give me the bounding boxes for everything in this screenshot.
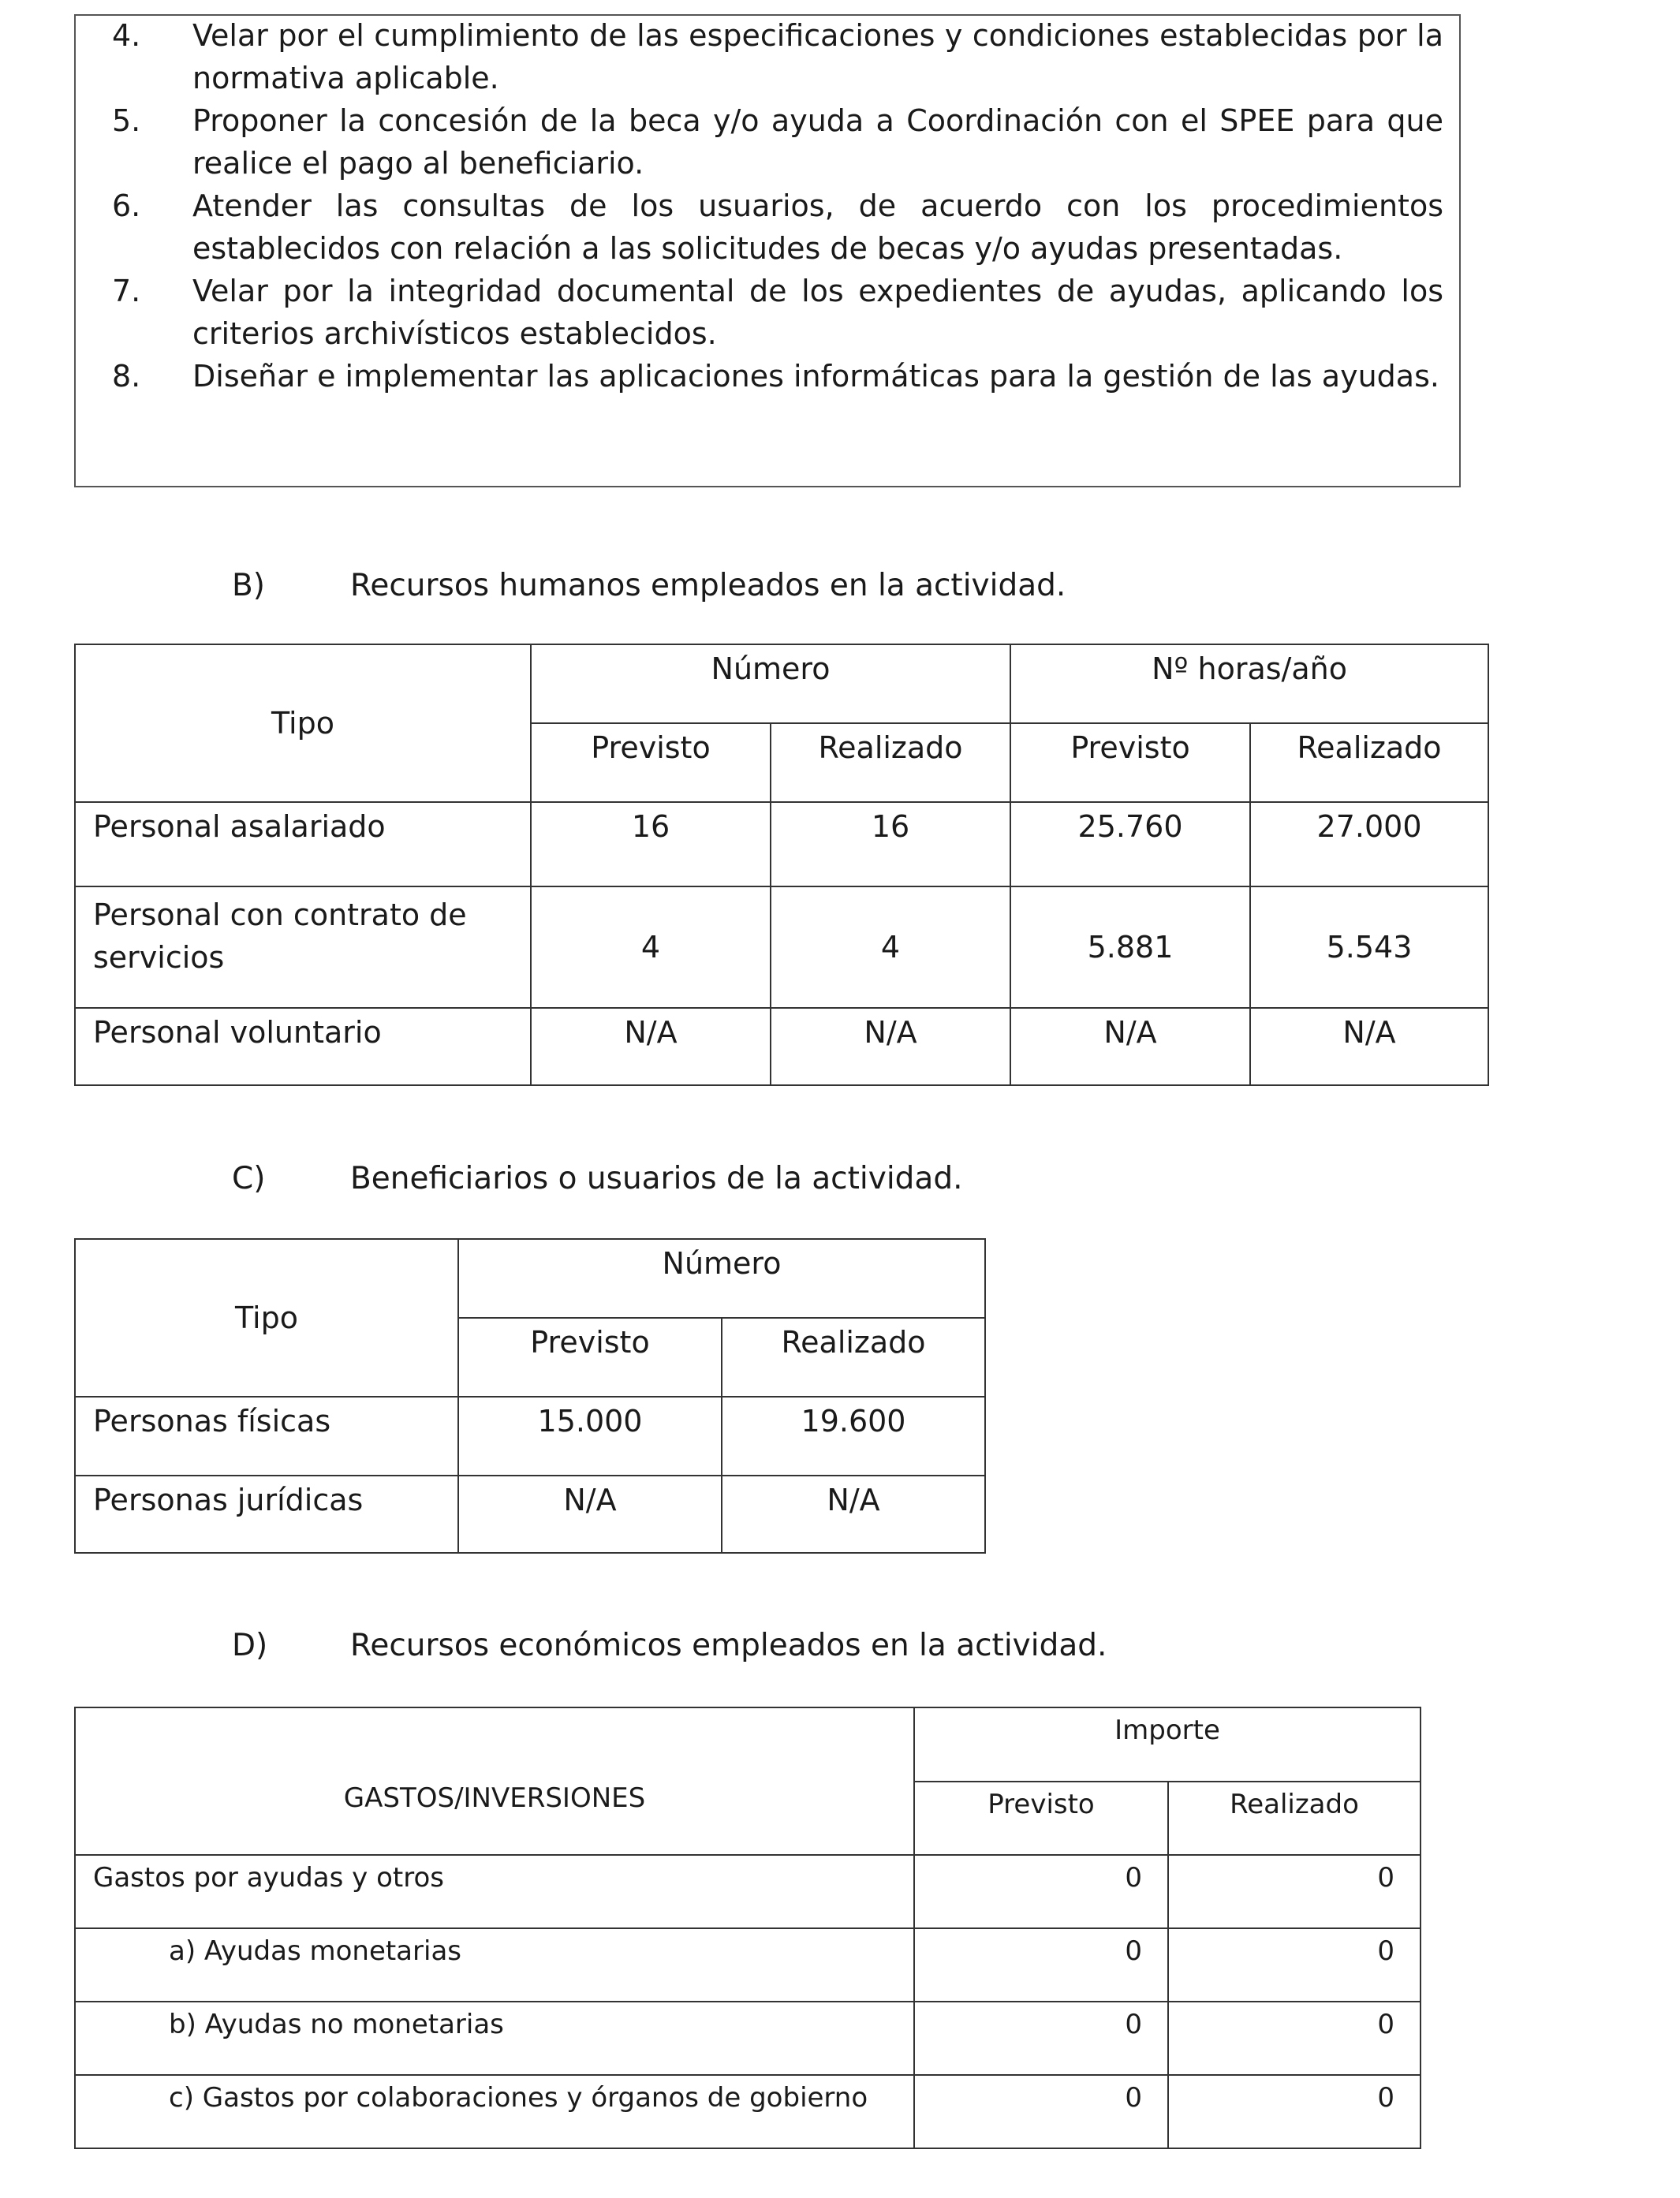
cell-value: 0 — [914, 1855, 1168, 1928]
economic-resources-table — [74, 1707, 1421, 2149]
header-numero: Número — [458, 1239, 985, 1318]
row-label: Personal voluntario — [75, 1008, 531, 1085]
table-row — [75, 1397, 985, 1476]
section-d-heading — [0, 1626, 1680, 1666]
row-label: Personal con contrato de servicios — [75, 886, 531, 1008]
header-realizado: Realizado — [1168, 1782, 1421, 1855]
list-item-number: 7. — [112, 274, 141, 308]
header-previsto: Previsto — [458, 1318, 722, 1397]
header-realizado: Realizado — [1250, 723, 1488, 802]
cell-value: N/A — [722, 1476, 985, 1553]
cell-value: 27.000 — [1250, 802, 1488, 886]
section-letter: D) — [232, 1628, 268, 1663]
cell-value: N/A — [531, 1008, 771, 1085]
header-previsto: Previsto — [531, 723, 771, 802]
table-row — [75, 886, 1488, 1008]
row-label: c) Gastos por colaboraciones y órganos de gobierno — [75, 2075, 914, 2148]
header-tipo: Tipo — [75, 1239, 458, 1397]
cell-value: 16 — [531, 802, 771, 886]
section-title: Beneficiarios o usuarios de la actividad. — [350, 1161, 963, 1196]
row-label: Personas físicas — [75, 1397, 458, 1476]
list-item-text: Atender las consultas de los usuarios, de acuerdo con los procedimientos establecidos con relación a las solicitudes de becas y/o ayudas presentadas. — [192, 188, 1443, 266]
list-item-text: Diseñar e implementar las aplicaciones informáticas para la gestión de las ayudas. — [192, 359, 1439, 394]
table-row — [75, 1928, 1421, 2002]
row-label: Personas jurídicas — [75, 1476, 458, 1553]
header-realizado: Realizado — [771, 723, 1010, 802]
cell-value: 0 — [1168, 1928, 1421, 2002]
cell-value: 0 — [1168, 2075, 1421, 2148]
section-letter: B) — [232, 568, 265, 603]
cell-value: 4 — [771, 886, 1010, 1008]
cell-value: 16 — [771, 802, 1010, 886]
beneficiaries-table — [74, 1238, 986, 1554]
cell-value: 4 — [531, 886, 771, 1008]
row-label: a) Ayudas monetarias — [75, 1928, 914, 2002]
table-row — [75, 1855, 1421, 1928]
header-tipo: Tipo — [75, 644, 531, 802]
list-item-text: Proponer la concesión de la beca y/o ayuda a Coordinación con el SPEE para que realice el pago al beneficiario. — [192, 103, 1443, 181]
section-letter: C) — [232, 1161, 266, 1196]
human-resources-table — [74, 644, 1489, 1086]
cell-value: 5.543 — [1250, 886, 1488, 1008]
header-previsto: Previsto — [1010, 723, 1250, 802]
table-row — [75, 1476, 985, 1553]
table-row — [75, 802, 1488, 886]
cell-value: 15.000 — [458, 1397, 722, 1476]
section-c-heading — [0, 1159, 1680, 1199]
list-item-number: 8. — [112, 359, 141, 394]
list-item-number: 4. — [112, 18, 141, 53]
cell-value: 19.600 — [722, 1397, 985, 1476]
row-label: Personal asalariado — [75, 802, 531, 886]
row-label: Gastos por ayudas y otros — [75, 1855, 914, 1928]
cell-value: N/A — [1250, 1008, 1488, 1085]
cell-value: N/A — [771, 1008, 1010, 1085]
list-item-text: Velar por la integridad documental de los expedientes de ayudas, aplicando los criterios archivísticos establecidos. — [192, 274, 1443, 351]
header-importe: Importe — [914, 1707, 1421, 1782]
header-horas: Nº horas/año — [1010, 644, 1488, 723]
table-row — [75, 2075, 1421, 2148]
header-realizado: Realizado — [722, 1318, 985, 1397]
row-label: b) Ayudas no monetarias — [75, 2002, 914, 2075]
cell-value: 0 — [1168, 2002, 1421, 2075]
section-title: Recursos humanos empleados en la actividad. — [350, 568, 1066, 603]
cell-value: 0 — [1168, 1855, 1421, 1928]
header-previsto: Previsto — [914, 1782, 1168, 1855]
cell-value: 0 — [914, 2075, 1168, 2148]
cell-value: 0 — [914, 2002, 1168, 2075]
list-item-number: 5. — [112, 103, 141, 138]
cell-value: N/A — [1010, 1008, 1250, 1085]
section-b-heading — [0, 566, 1680, 606]
table-row — [75, 2002, 1421, 2075]
cell-value: 0 — [914, 1928, 1168, 2002]
header-numero: Número — [531, 644, 1010, 723]
list-item-text: Velar por el cumplimiento de las especificaciones y condiciones establecidas por la normativa aplicable. — [192, 18, 1443, 95]
cell-value: 5.881 — [1010, 886, 1250, 1008]
table-row — [75, 1008, 1488, 1085]
cell-value: N/A — [458, 1476, 722, 1553]
header-gastos: GASTOS/INVERSIONES — [75, 1707, 914, 1855]
section-title: Recursos económicos empleados en la actividad. — [350, 1628, 1107, 1663]
list-item-number: 6. — [112, 188, 141, 223]
cell-value: 25.760 — [1010, 802, 1250, 886]
